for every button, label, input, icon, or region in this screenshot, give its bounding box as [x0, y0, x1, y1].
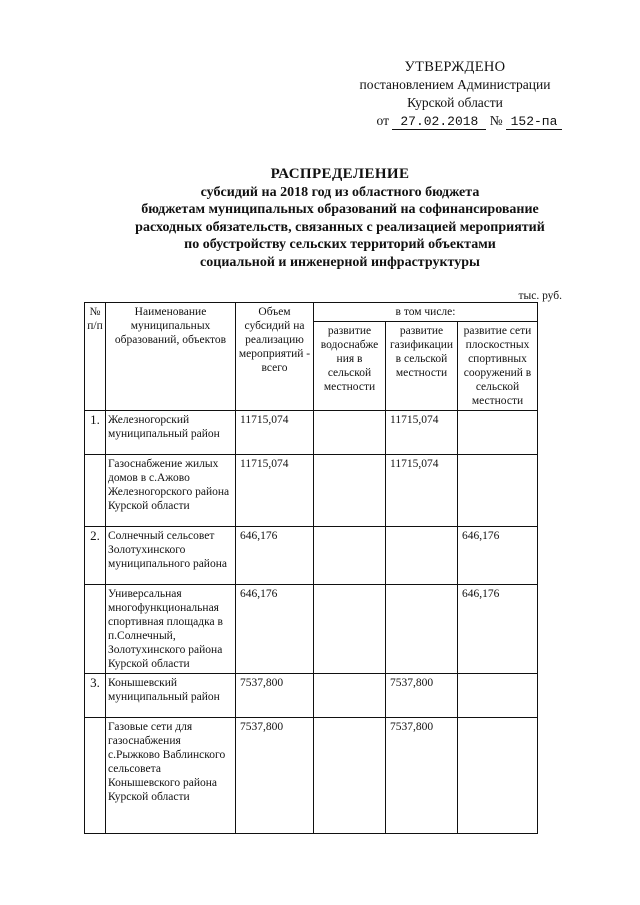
header-total: Объем субсидий на реализацию мероприятий - всего [236, 303, 314, 411]
row-sport [458, 411, 538, 455]
document-title [60, 166, 620, 271]
approval-line-1: постановлением Администрации [359, 77, 551, 92]
row-sport [458, 674, 538, 718]
row-name: Железногорский муниципальный район [106, 411, 236, 455]
header-row [85, 303, 538, 322]
row-name: Универсальная многофункциональная спортивная площадка в п.Солнечный, Золотухинского района Курской области [106, 585, 236, 674]
row-gas [386, 585, 458, 674]
row-total: 7537,800 [236, 674, 314, 718]
title-line-2: бюджетам муниципальных образований на софинансирование [141, 202, 539, 217]
approval-stamp [330, 58, 580, 130]
title-line-4: по обустройству сельских территорий объектами [184, 237, 496, 252]
row-gas: 11715,074 [386, 455, 458, 527]
row-water [314, 527, 386, 585]
row-total: 646,176 [236, 527, 314, 585]
units-label: тыс. руб. [518, 290, 562, 302]
row-sport [458, 718, 538, 834]
row-gas: 7537,800 [386, 674, 458, 718]
row-sport: 646,176 [458, 585, 538, 674]
title-line-1: субсидий на 2018 год из областного бюджета [200, 184, 480, 200]
row-num [85, 585, 106, 674]
row-gas: 7537,800 [386, 718, 458, 834]
number-prefix: № [489, 113, 503, 128]
title-main: РАСПРЕДЕЛЕНИЕ [270, 166, 410, 182]
row-water [314, 585, 386, 674]
row-num [85, 718, 106, 834]
header-including: в том числе: [314, 303, 538, 322]
row-name: Газоснабжение жилых домов в с.Ажово Железногорского района Курской области [106, 455, 236, 527]
header-gas: развитие газификации в сельской местности [386, 322, 458, 411]
row-water [314, 674, 386, 718]
header-water: развитие водоснабже ния в сельской местности [314, 322, 386, 411]
row-name: Газовые сети для газоснабжения с.Рыжково Ваблинского сельсовета Конышевского района Курской области [106, 718, 236, 834]
title-line-5: социальной и инженерной инфраструктуры [200, 254, 480, 270]
date-prefix: от [376, 113, 389, 128]
row-total: 11715,074 [236, 411, 314, 455]
row-name: Солнечный сельсовет Золотухинского муниципального района [106, 527, 236, 585]
row-num: 1. [85, 411, 106, 455]
table-row [85, 585, 538, 674]
row-name: Конышевский муниципальный район [106, 674, 236, 718]
subsidy-table [84, 302, 538, 834]
row-total: 7537,800 [236, 718, 314, 834]
title-line-3: расходных обязательств, связанных с реализацией мероприятий [135, 219, 545, 235]
header-sport: развитие сети плоскостных спортивных сооружений в сельской местности [458, 322, 538, 411]
approval-dateline [330, 112, 580, 130]
row-water [314, 411, 386, 455]
row-water [314, 718, 386, 834]
row-num: 2. [85, 527, 106, 585]
table-row [85, 718, 538, 834]
header-num: № п/п [85, 303, 106, 411]
table-row [85, 674, 538, 718]
approval-number: 152-па [506, 114, 562, 130]
approval-date: 27.02.2018 [392, 114, 486, 130]
header-name: Наименование муниципальных образований, объектов [106, 303, 236, 411]
row-total: 11715,074 [236, 455, 314, 527]
row-sport [458, 455, 538, 527]
table-row [85, 455, 538, 527]
table-row [85, 527, 538, 585]
row-water [314, 455, 386, 527]
row-sport: 646,176 [458, 527, 538, 585]
row-total: 646,176 [236, 585, 314, 674]
approval-line-2: Курской области [407, 95, 503, 110]
row-gas: 11715,074 [386, 411, 458, 455]
row-gas [386, 527, 458, 585]
approval-heading: УТВЕРЖДЕНО [404, 59, 506, 75]
row-num [85, 455, 106, 527]
row-num: 3. [85, 674, 106, 718]
table-row [85, 411, 538, 455]
